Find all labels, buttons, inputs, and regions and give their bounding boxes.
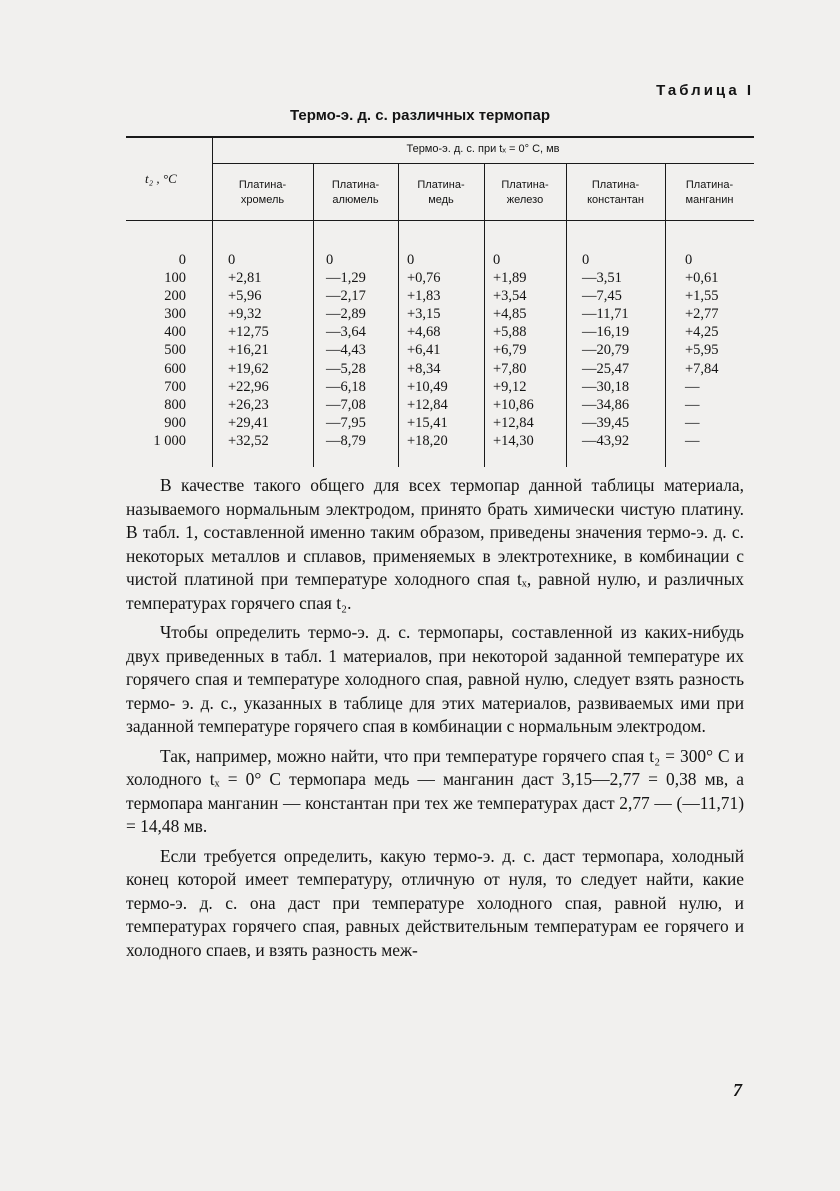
value-cell: —7,45 [582, 288, 622, 305]
value-cell: +15,41 [407, 414, 448, 431]
values-platinum-chromel [228, 251, 269, 450]
value-cell: +1,55 [685, 288, 719, 305]
value-cell: —2,89 [326, 306, 366, 323]
column-header-line1: Платина- [591, 179, 640, 191]
value-cell: +1,89 [493, 270, 527, 287]
value-cell: —3,64 [326, 324, 366, 341]
column-divider [313, 164, 314, 467]
value-cell: —39,45 [582, 414, 630, 431]
value-cell: +10,86 [493, 396, 534, 413]
temperature-column-header: t₂ , °C [145, 171, 177, 186]
value-cell: —8,79 [326, 432, 366, 449]
temperature-cell: 700 [164, 378, 186, 395]
body-text [126, 474, 744, 968]
value-cell: +8,34 [407, 360, 441, 377]
values-platinum-constantan [582, 251, 629, 450]
value-cell: 0 [685, 252, 693, 268]
value-cell: +3,54 [493, 288, 527, 305]
temperature-cell: 0 [178, 252, 186, 268]
column-header-platinum-constantan [566, 178, 665, 208]
value-cell: +12,84 [407, 396, 448, 413]
paragraph: Если требуется определить, какую термо-э. д. с. даст термопара, холодный конец которой имеет температуру, отличную от нуля, то следует найти, какие термо-э. д. с. она даст при температуре холодного спая, равной нулю, и температурах горячего спая, равных действительным температурам ее горячего и холодного спаев, и взять разность меж- [126, 845, 744, 960]
temperature-cell: 900 [164, 414, 186, 431]
column-header-platinum-iron [484, 178, 566, 208]
value-cell: +14,30 [493, 432, 534, 449]
value-cell: +5,96 [228, 288, 262, 305]
value-cell: —1,29 [326, 270, 366, 287]
temperature-cell: 200 [164, 288, 186, 305]
paragraph: В качестве такого общего для всех термопар данной таблицы материала, называемого нормальным электродом, принято брать химически чистую платину. В табл. 1, составленной именно таким образом, приведены значения термо-э. д. с. некоторых металлов и сплавов, применяемых в электротехнике, в комбинации с чистой платиной при температуре холодного спая tₓ, равной нулю, и различных температурах горячего спая t₂. [126, 475, 744, 613]
temperature-cell: 300 [164, 306, 186, 323]
value-cell: +19,62 [228, 360, 269, 377]
column-divider [484, 164, 485, 467]
table-top-rule [126, 136, 754, 138]
value-cell: +4,85 [493, 306, 527, 323]
value-cell: —11,71 [582, 306, 629, 323]
paragraph: Так, например, можно найти, что при температуре горячего спая t₂ = 300° C и холодного tₓ = 0° C термопара медь — манганин даст 3,15—2,77 = 0,38 мв, а термопара манганин — константан при тех же температурах даст 2,77 — (—11,71) = 14,48 мв. [126, 745, 744, 836]
value-cell: +10,49 [407, 378, 448, 395]
column-header-line1: Платина- [685, 179, 734, 191]
value-cell: +3,15 [407, 306, 441, 323]
value-cell: +12,84 [493, 414, 534, 431]
value-cell: +26,23 [228, 396, 269, 413]
column-header-line2: медь [428, 194, 454, 206]
values-platinum-alumel [326, 251, 366, 450]
value-cell: — [685, 414, 700, 431]
value-cell: +32,52 [228, 432, 269, 449]
column-header-platinum-manganin [665, 178, 754, 208]
column-header-line2: алюмель [332, 194, 379, 206]
value-cell: 0 [407, 252, 415, 268]
value-cell: +7,80 [493, 360, 527, 377]
value-cell: —7,95 [326, 414, 366, 431]
value-cell: —2,17 [326, 288, 366, 305]
value-cell: —20,79 [582, 342, 630, 359]
value-cell: —16,19 [582, 324, 630, 341]
column-header-line2: манганин [685, 194, 734, 206]
value-cell: —43,92 [582, 432, 630, 449]
temperature-cell: 600 [164, 360, 186, 377]
value-cell: 0 [582, 252, 590, 268]
column-header-line1: Платина- [417, 179, 465, 191]
table-title: Термо-э. д. с. различных термопар [290, 107, 550, 124]
value-cell: —3,51 [582, 270, 622, 287]
temperature-cell: 800 [164, 396, 186, 413]
temperature-cell: 100 [164, 270, 186, 287]
value-cell: +9,12 [493, 378, 527, 395]
column-header-platinum-alumel [313, 178, 398, 208]
column-divider [566, 164, 567, 467]
column-header-line1: Платина- [501, 179, 549, 191]
value-cell: +5,88 [493, 324, 527, 341]
value-cell: +6,41 [407, 342, 441, 359]
value-cell: —34,86 [582, 396, 630, 413]
value-cell: 0 [493, 252, 501, 268]
table-number: Таблица I [656, 82, 754, 99]
value-cell: —30,18 [582, 378, 630, 395]
value-cell: +7,84 [685, 360, 719, 377]
page-number: 7 [733, 1080, 742, 1100]
value-cell: — [685, 432, 700, 449]
values-platinum-copper [407, 251, 448, 450]
value-cell: —5,28 [326, 360, 366, 377]
value-cell: 0 [326, 252, 334, 268]
value-cell: — [685, 378, 700, 395]
values-platinum-manganin [685, 251, 719, 450]
emf-group-header: Термо-э. д. с. при tₓ = 0° C, мв [406, 143, 560, 155]
value-cell: +5,95 [685, 342, 719, 359]
value-cell: —4,43 [326, 342, 366, 359]
column-header-line2: железо [506, 194, 544, 206]
value-cell: +0,61 [685, 270, 719, 287]
value-cell: 0 [228, 252, 236, 268]
column-header-rule [126, 220, 754, 221]
value-cell: +2,81 [228, 270, 262, 287]
value-cell: —25,47 [582, 360, 630, 377]
value-cell: +22,96 [228, 378, 269, 395]
paragraph: Чтобы определить термо-э. д. с. термопары, составленной из каких-нибудь двух приведенных в табл. 1 материалов, при некоторой заданной температуре их горячего спая и температуре холодного спая, равной нулю, следует взять разность термо- э. д. с., указанных в таблице для этих материалов, развиваемых ими при заданной температуре горячего спая в комбинации с нормальным электродом. [126, 622, 744, 736]
column-header-line2: константан [587, 194, 644, 206]
value-cell: —7,08 [326, 396, 366, 413]
column-header-platinum-chromel [212, 178, 313, 208]
group-header-rule [212, 163, 754, 164]
value-cell: +6,79 [493, 342, 527, 359]
column-divider [398, 164, 399, 467]
temperature-cell: 1 000 [153, 432, 186, 449]
column-divider [665, 164, 666, 467]
value-cell: — [685, 396, 700, 413]
value-cell: +4,68 [407, 324, 441, 341]
column-header-line1: Платина- [238, 179, 287, 191]
value-cell: +9,32 [228, 306, 262, 323]
value-cell: +16,21 [228, 342, 269, 359]
value-cell: +0,76 [407, 270, 441, 287]
column-header-line2: хромель [240, 194, 285, 206]
value-cell: +29,41 [228, 414, 269, 431]
temperature-column [132, 251, 186, 450]
value-cell: +18,20 [407, 432, 448, 449]
value-cell: —6,18 [326, 378, 366, 395]
value-cell: +2,77 [685, 306, 719, 323]
column-header-line1: Платина- [331, 179, 380, 191]
value-cell: +4,25 [685, 324, 719, 341]
temperature-cell: 400 [164, 324, 186, 341]
values-platinum-iron [493, 251, 534, 450]
value-cell: +12,75 [228, 324, 269, 341]
column-header-platinum-copper [398, 178, 484, 208]
temperature-cell: 500 [164, 342, 186, 359]
value-cell: +1,83 [407, 288, 441, 305]
